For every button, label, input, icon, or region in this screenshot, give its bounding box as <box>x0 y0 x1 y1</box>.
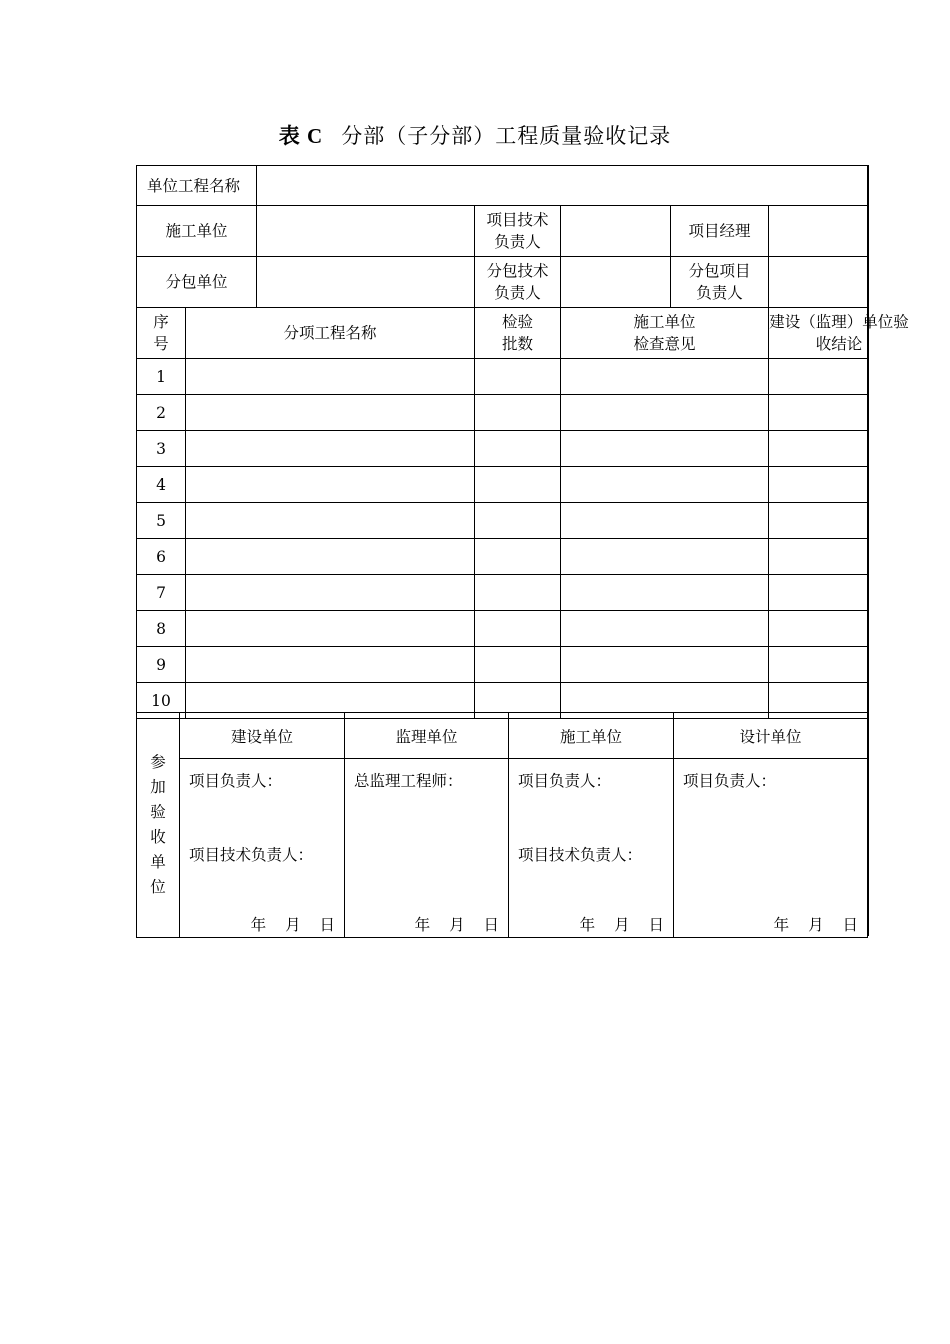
item-name-cell[interactable] <box>186 503 475 539</box>
designer-unit-header: 设计单位 <box>674 713 868 759</box>
sub-project-lead-text: 分包项目负责人 <box>688 262 751 302</box>
acceptance-label-text: 参加验收单位 <box>150 753 166 896</box>
supervisor-sign-cell[interactable] <box>345 759 509 938</box>
contractor-lead-label: 项目负责人： <box>518 772 612 790</box>
batch-count-cell[interactable] <box>475 539 561 575</box>
batch-count-text: 检验批数 <box>502 313 534 353</box>
row-number: 7 <box>137 575 186 611</box>
table-row <box>137 647 868 683</box>
batch-count-cell[interactable] <box>475 431 561 467</box>
subcontractor-field[interactable] <box>257 257 475 308</box>
batch-count-cell[interactable] <box>475 467 561 503</box>
owner-lead-label: 项目负责人： <box>189 772 283 790</box>
owner-conclusion-cell[interactable] <box>769 467 868 503</box>
batch-count-cell[interactable] <box>475 611 561 647</box>
owner-date: 年 月 日 <box>250 916 335 934</box>
row-number: 6 <box>137 539 186 575</box>
seq-header <box>137 308 186 359</box>
owner-conclusion-cell[interactable] <box>769 611 868 647</box>
table-row <box>137 539 868 575</box>
unit-project-name-label: 单位工程名称 <box>137 166 257 206</box>
table-row <box>137 359 868 395</box>
row-number: 4 <box>137 467 186 503</box>
row-number: 10 <box>137 683 186 719</box>
owner-conclusion-header <box>769 308 909 359</box>
title-text: 分部（子分部）工程质量验收记录 <box>341 124 672 148</box>
row-number: 1 <box>137 359 186 395</box>
contractor-opinion-cell[interactable] <box>561 503 769 539</box>
contractor-opinion-cell[interactable] <box>561 359 769 395</box>
contractor-opinion-cell[interactable] <box>561 611 769 647</box>
batch-count-cell[interactable] <box>475 395 561 431</box>
row-number: 5 <box>137 503 186 539</box>
chief-supervisor-label: 总监理工程师： <box>354 772 463 790</box>
owner-conclusion-cell[interactable] <box>769 431 868 467</box>
contractor-opinion-cell[interactable] <box>561 647 769 683</box>
item-name-cell[interactable] <box>186 575 475 611</box>
table-row <box>137 395 868 431</box>
project-manager-field[interactable] <box>769 206 868 257</box>
row-number: 2 <box>137 395 186 431</box>
row-number: 9 <box>137 647 186 683</box>
owner-conclusion-cell[interactable] <box>769 359 868 395</box>
batch-count-header <box>475 308 561 359</box>
contractor-date: 年 月 日 <box>579 916 664 934</box>
table-row <box>137 611 868 647</box>
sub-project-lead-label <box>671 257 769 308</box>
sub-tech-lead-label <box>475 257 561 308</box>
contractor-label: 施工单位 <box>137 206 257 257</box>
batch-count-cell[interactable] <box>475 647 561 683</box>
tech-lead-label <box>475 206 561 257</box>
contractor-opinion-cell[interactable] <box>561 575 769 611</box>
item-name-cell[interactable] <box>186 467 475 503</box>
project-info-table <box>136 165 909 719</box>
supervisor-unit-header: 监理单位 <box>345 713 509 759</box>
item-name-cell[interactable] <box>186 611 475 647</box>
owner-conclusion-cell[interactable] <box>769 647 868 683</box>
item-name-cell[interactable] <box>186 395 475 431</box>
designer-date: 年 月 日 <box>773 916 858 934</box>
sub-project-lead-field[interactable] <box>769 257 868 308</box>
seq-header-text: 序号 <box>153 313 169 353</box>
owner-conclusion-cell[interactable] <box>769 539 868 575</box>
row-number: 8 <box>137 611 186 647</box>
batch-count-cell[interactable] <box>475 359 561 395</box>
contractor-opinion-cell[interactable] <box>561 539 769 575</box>
item-name-cell[interactable] <box>186 431 475 467</box>
owner-unit-header: 建设单位 <box>180 713 345 759</box>
project-manager-label: 项目经理 <box>671 206 769 257</box>
acceptance-label <box>137 713 180 938</box>
item-name-header: 分项工程名称 <box>186 308 475 359</box>
page-title <box>0 120 950 150</box>
contractor-opinion-text: 施工单位检查意见 <box>633 313 696 353</box>
table-row <box>137 503 868 539</box>
owner-conclusion-cell[interactable] <box>769 503 868 539</box>
tech-lead-text: 项目技术负责人 <box>486 211 549 251</box>
tech-lead-field[interactable] <box>561 206 671 257</box>
owner-conclusion-text: 建设（监理）单位验收结论 <box>769 313 909 353</box>
designer-sign-cell[interactable] <box>674 759 868 938</box>
owner-conclusion-cell[interactable] <box>769 395 868 431</box>
contractor-sign-cell[interactable] <box>509 759 674 938</box>
outer-frame-line <box>868 165 869 936</box>
item-name-cell[interactable] <box>186 359 475 395</box>
designer-lead-label: 项目负责人： <box>683 772 777 790</box>
table-row <box>137 467 868 503</box>
subcontractor-label: 分包单位 <box>137 257 257 308</box>
item-name-cell[interactable] <box>186 647 475 683</box>
contractor-opinion-header <box>561 308 769 359</box>
contractor-opinion-cell[interactable] <box>561 395 769 431</box>
batch-count-cell[interactable] <box>475 575 561 611</box>
contractor-opinion-cell[interactable] <box>561 431 769 467</box>
row-number: 3 <box>137 431 186 467</box>
owner-conclusion-cell[interactable] <box>769 575 868 611</box>
table-row <box>137 575 868 611</box>
batch-count-cell[interactable] <box>475 503 561 539</box>
contractor-field[interactable] <box>257 206 475 257</box>
table-row <box>137 431 868 467</box>
acceptance-table <box>136 712 868 938</box>
supervisor-date: 年 月 日 <box>414 916 499 934</box>
owner-tech-lead-label: 项目技术负责人： <box>189 846 314 864</box>
contractor-opinion-cell[interactable] <box>561 467 769 503</box>
item-name-cell[interactable] <box>186 539 475 575</box>
owner-sign-cell[interactable] <box>180 759 345 938</box>
table-code: 表 C <box>278 124 324 148</box>
unit-project-name-field[interactable] <box>257 166 868 206</box>
contractor-tech-lead-label: 项目技术负责人： <box>518 846 643 864</box>
sub-tech-lead-field[interactable] <box>561 257 671 308</box>
contractor-unit-header: 施工单位 <box>509 713 674 759</box>
sub-tech-lead-text: 分包技术负责人 <box>486 262 549 302</box>
